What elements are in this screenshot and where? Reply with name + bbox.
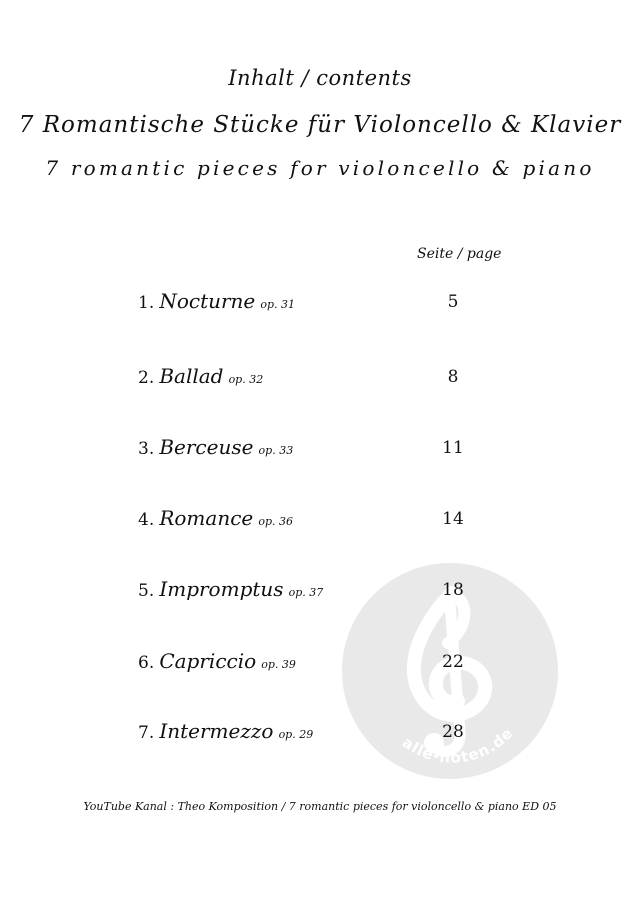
entry-page: 5 — [447, 292, 459, 312]
entry-title: Romance — [159, 506, 254, 530]
entry-title: Capriccio — [159, 649, 257, 673]
entry-opus: op. 39 — [261, 658, 296, 671]
contents-heading: Inhalt / contents — [228, 66, 412, 90]
entry-page: 22 — [442, 652, 464, 672]
entry-title: Ballad — [159, 364, 224, 388]
entry-number: 1. — [138, 293, 155, 313]
entry-number: 3. — [138, 439, 155, 459]
entry-number: 6. — [138, 653, 155, 673]
entry-page: 8 — [447, 367, 459, 387]
entry-title: Nocturne — [159, 289, 256, 313]
entry-title: Berceuse — [159, 435, 254, 459]
entry-title: Intermezzo — [159, 719, 274, 743]
entry-opus: op. 33 — [258, 444, 294, 457]
entry-title: Impromptus — [159, 577, 284, 601]
footer-credit: YouTube Kanal : Theo Komposition / 7 romantic pieces for violoncello & piano ED 05 — [83, 800, 557, 813]
title-english: 7 romantic pieces for violoncello & piano — [45, 156, 595, 180]
entry-number: 5. — [138, 581, 155, 601]
entry-opus: op. 32 — [228, 373, 264, 386]
entry-page: 18 — [442, 580, 464, 600]
entry-page: 14 — [442, 509, 464, 529]
title-german: 7 Romantische Stücke für Violoncello & Klavier — [18, 112, 622, 138]
watermark-text: alle-noten.de — [398, 723, 517, 767]
entry-opus: op. 31 — [260, 298, 296, 311]
entry-number: 4. — [138, 510, 155, 530]
entry-page: 11 — [442, 438, 464, 458]
entry-opus: op. 29 — [278, 728, 314, 741]
entry-number: 7. — [138, 723, 155, 743]
entry-number: 2. — [138, 368, 155, 388]
page-column-label: Seite / page — [417, 246, 502, 262]
entry-page: 28 — [442, 722, 464, 742]
entry-opus: op. 37 — [288, 586, 324, 599]
entry-opus: op. 36 — [258, 515, 293, 528]
